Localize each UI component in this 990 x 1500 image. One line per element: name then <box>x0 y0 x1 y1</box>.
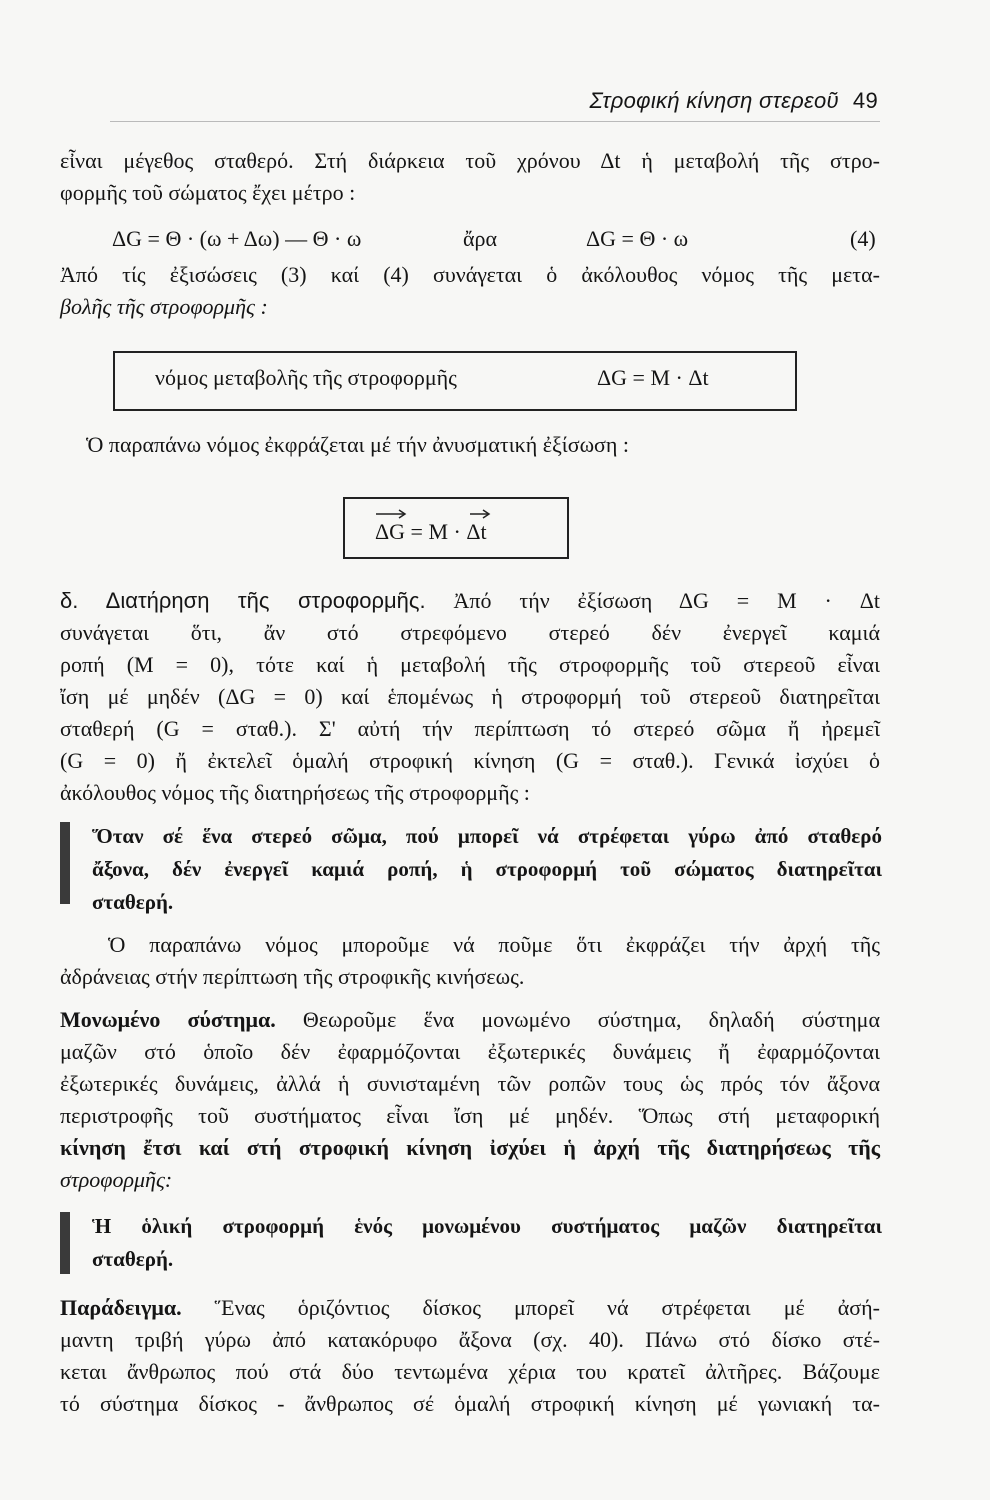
page-number: 49 <box>852 88 878 113</box>
law1-line2: ἄξονα, δέν ἐνεργεῖ καμιά ροπή, ἡ στροφορμή τοῦ σώματος διατηρεῖται <box>92 857 882 881</box>
isolated-heading: Μονωμένο σύστημα. <box>60 1007 276 1032</box>
example-line1: Παράδειγμα. Ἕνας ὁριζόντιος δίσκος μπορεῖ νά στρέφεται μέ ἀσή- <box>60 1295 881 1320</box>
para1-line1: εἶναι μέγεθος σταθερό. Στή διάρκεια τοῦ χρόνου Δt ἡ μεταβολή τῆς στρο- <box>60 148 880 173</box>
law-box-formula: ΔG = M · Δt <box>597 365 709 390</box>
section-d-line3: ροπή (M = 0), τότε καί ἡ μεταβολή τῆς στροφορμῆς τοῦ στερεοῦ εἶναι <box>60 652 880 677</box>
law2-line1: Ἡ ὁλική στροφορμή ἑνός μονωμένου συστήματος μαζῶν διατηρεῖται <box>92 1214 882 1238</box>
isolated-line4: περιστροφῆς τοῦ συστήματος εἶναι ἴση μέ μηδέν. Ὅπως στή μεταφορική <box>60 1103 880 1128</box>
example-line2: μαντη τριβή γύρω ἀπό κατακόρυφο ἄξονα (σχ. 40). Πάνω στό δίσκο στέ- <box>60 1327 880 1352</box>
isolated-line1: Μονωμένο σύστημα. Θεωροῦμε ἕνα μονωμένο σύστημα, δηλαδή σύστημα <box>60 1007 880 1032</box>
section-d-heading: δ. Διατήρηση τῆς στροφορμῆς. <box>60 588 426 613</box>
example-line4: τό σύστημα δίσκος - ἄνθρωπος σέ ὁμαλή στροφική κίνηση μέ γωνιακή τα- <box>60 1391 880 1416</box>
para4-line2: ἀδράνειας στήν περίπτωση τῆς στροφικῆς κινήσεως. <box>60 964 525 989</box>
vector-arrow-icon <box>375 509 407 519</box>
section-d-line6: (G = 0) ἤ ἐκτελεῖ ὁμαλή στροφική κίνηση (G = σταθ.). Γενικά ἰσχύει ὁ <box>60 748 880 773</box>
para2-line2: βολῆς τῆς στροφορμῆς : <box>60 294 268 319</box>
section-d-line1: δ. Διατήρηση τῆς στροφορμῆς. Ἀπό τήν ἐξίσωση ΔG = M · Δt <box>60 588 880 613</box>
para3: Ὁ παραπάνω νόμος ἐκφράζεται μέ τήν ἀνυσματική ἐξίσωση : <box>86 432 630 457</box>
isolated-line6: στροφορμῆς: <box>60 1167 173 1192</box>
law2-line2: σταθερή. <box>92 1247 174 1271</box>
law1-marker <box>60 822 70 904</box>
equation-number: (4) <box>850 226 876 251</box>
law-box-name: νόμος μεταβολῆς τῆς στροφορμῆς <box>155 365 457 390</box>
equation-4-middle: ἄρα <box>463 226 498 251</box>
running-header <box>540 88 878 114</box>
section-d-line2: συνάγεται ὅτι, ἄν στό στρεφόμενο στερεό δέν ἐνεργεῖ καμιά <box>60 620 880 645</box>
law2-marker <box>60 1212 70 1274</box>
header-rule <box>110 121 880 122</box>
para1-line2: φορμῆς τοῦ σώματος ἔχει μέτρο : <box>60 180 356 205</box>
equation-4-right: ΔG = Θ · ω <box>586 226 689 251</box>
law-box <box>113 351 797 411</box>
vector-equation-box <box>343 497 569 559</box>
isolated-line3: ἐξωτερικές δυνάμεις, ἀλλά ἡ συνισταμένη τῶν ροπῶν τους ὡς πρός τόν ἄξονα <box>60 1071 880 1096</box>
isolated-line5: κίνηση ἔτσι καί στή στροφική κίνηση ἰσχύει ἡ ἀρχή τῆς διατηρήσεως τῆς <box>60 1135 880 1160</box>
section-d-line5: σταθερή (G = σταθ.). Σ' αὐτή τήν περίπτωση τό στερεό σῶμα ἤ ἠρεμεῖ <box>60 716 880 741</box>
vector-arrow-icon <box>469 509 491 519</box>
law1-line3: σταθερή. <box>92 890 174 914</box>
example-line3: κεται ἄνθρωπος πού στά δύο τεντωμένα χέρια του κρατεῖ ἀλτῆρες. Βάζουμε <box>60 1359 880 1384</box>
isolated-line2: μαζῶν στό ὁποῖο δέν ἐφαρμόζονται ἐξωτερικές δυνάμεις ἤ ἐφαρμόζονται <box>60 1039 880 1064</box>
example-heading: Παράδειγμα. <box>60 1295 182 1320</box>
header-title: Στροφική κίνηση στερεοῦ <box>589 88 839 113</box>
law1-line1: Ὅταν σέ ἕνα στερεό σῶμα, πού μπορεῖ νά στρέφεται γύρω ἀπό σταθερό <box>92 824 882 848</box>
equation-4-left: ΔG = Θ · (ω + Δω) — Θ · ω <box>112 226 362 251</box>
section-d-line4: ἴση μέ μηδέν (ΔG = 0) καί ἑπομένως ἡ στροφορμή τοῦ στερεοῦ διατηρεῖται <box>60 684 880 709</box>
para4-line1: Ὁ παραπάνω νόμος μπορoῦμε νά ποῦμε ὅτι ἐκφράζει τήν ἀρχή τῆς <box>108 932 880 957</box>
section-d-line7: ἀκόλουθος νόμος τῆς διατηρήσεως τῆς στροφορμῆς : <box>60 780 530 805</box>
para2-line1: Ἀπό τίς ἐξισώσεις (3) καί (4) συνάγεται ὁ ἀκόλουθος νόμος τῆς μετα- <box>60 262 880 287</box>
vector-formula: ΔG = M · Δt <box>375 519 487 545</box>
